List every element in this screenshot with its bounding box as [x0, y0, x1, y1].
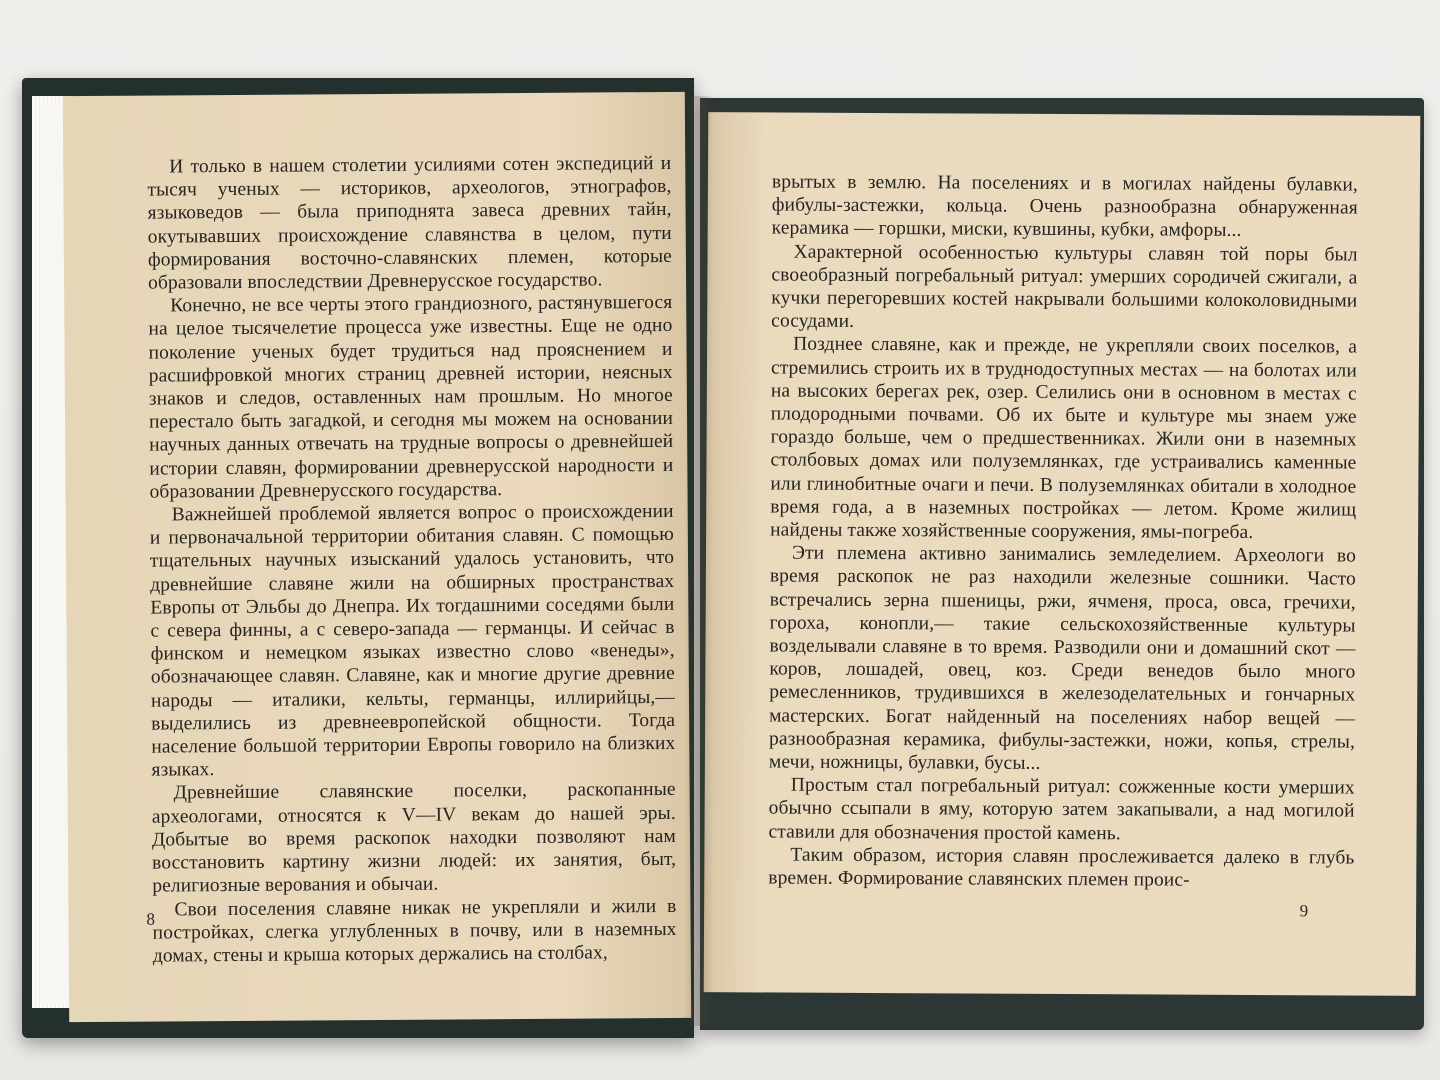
left-page-text	[147, 152, 677, 968]
paragraph: И только в нашем столетии усилиями сотен экспедиций и тысяч ученых — историков, археологов, этнографов, языковедов — была приподнята завеса древних тайн, окутывавших происхождение славянства в целом, пути формирования восточно-славянских племен, которые образовали впоследствии Древнерусское государство.	[147, 152, 672, 294]
book-gutter	[684, 96, 714, 1026]
right-page	[704, 112, 1421, 996]
paragraph: Позднее славяне, как и прежде, не укрепляли своих поселков, а стремились строить их в труднодоступных местах — на болотах или на высоких берегах рек, озер. Селились они в основном в местах с плодородными почвами. Об их быте и культуре мы знаем уже гораздо больше, чем о предшественниках. Жили они в наземных столбовых домах или полуземлянках, где устраивались каменные или глинобитные очаги и печи. В полуземлянках обитали в холодное время года, а в наземных постройках — летом. Кроме жилищ найдены также хозяйственные сооружения, ямы-погреба.	[770, 334, 1358, 544]
paragraph: Эти племена активно занимались земледелием. Археологи во время раскопок не раз находили железные сошники. Часто встречались зерна пшеницы, ржи, ячменя, проса, овса, гречихи, гороха, конопли,— такие сельскохозяйственные культуры возделывали славяне в то время. Разводили они и домашний скот — коров, лошадей, овец, коз. Среди венедов было много ремесленников, трудившихся в железоделательных и гончарных мастерских. Богат найденный на поселениях набор вещей — разнообразная керамика, фибулы-застежки, ножи, копья, стрелы, мечи, ножницы, булавки, бусы...	[768, 542, 1357, 774]
right-page-text	[768, 170, 1358, 892]
paragraph: Важнейшей проблемой является вопрос о происхождении и первоначальной территории обитания славян. С помощью тщательных научных изысканий удалось установить, что древнейшие славяне жили на обширных пространствах Европы от Эльбы до Днепра. Их тогдашними соседями были с севера финны, а с северо-запада — германцы. И сейчас в финском и немецком языках известно слово «венеды», обозначающее славян. Славяне, как и многие другие древние народы — италики, кельты, германцы, иллирийцы,— выделились из древнеевропейской общности. Тогда население большой территории Европы говорило на близких языках.	[149, 500, 676, 781]
page-number: 8	[146, 909, 156, 929]
paragraph: Древнейшие славянские поселки, раскопанные археологами, относятся к V—IV векам до нашей эры. Добытые во время раскопок находки позволяют нам восстановить картину жизни людей: их занятия, быт, религиозные верования и обычаи.	[151, 779, 677, 897]
left-page	[63, 92, 691, 1022]
paragraph: Таким образом, история славян прослеживается далеко в глубь времен. Формирование славянских племен проис-	[768, 844, 1355, 891]
paragraph: Свои поселения славяне никак не укрепляли и жили в постройках, слегка углубленных в почву, или в наземных домах, стены и крыша которых держались на столбах,	[152, 895, 677, 967]
paragraph-continuation: врытых в землю. На поселениях и в могилах найдены булавки, фибулы-застежки, кольца. Очень разнообразна обнаруженная керамика — горшки, миски, кувшины, кубки, амфоры...	[771, 171, 1358, 242]
page-number: 9	[1299, 901, 1309, 921]
paragraph: Простым стал погребальный ритуал: сожженные кости умерших обычно ссыпали в яму, которую затем закапывали, а над могилой ставили для обозначения простой камень.	[768, 774, 1355, 844]
paragraph: Конечно, не все черты этого грандиозного, растянувшегося на целое тысячелетие процесса уже известны. Еще не одно поколение ученых будет трудиться над прояснением и расшифровкой многих страниц древней истории, неясных знаков и следов, оставленных нам прошлым. Но многое перестало быть загадкой, и сегодня мы можем на основании научных данных отвечать на трудные вопросы о древнейшей истории славян, формировании древнерусской народности и образовании Древнерусского государства.	[148, 292, 674, 503]
paragraph: Характерной особенностью культуры славян той поры был своеобразный погребальный ритуал: умерших сородичей сжигали, а кучки перегоревших костей накрывали большими колоколовидными сосудами.	[771, 241, 1358, 333]
